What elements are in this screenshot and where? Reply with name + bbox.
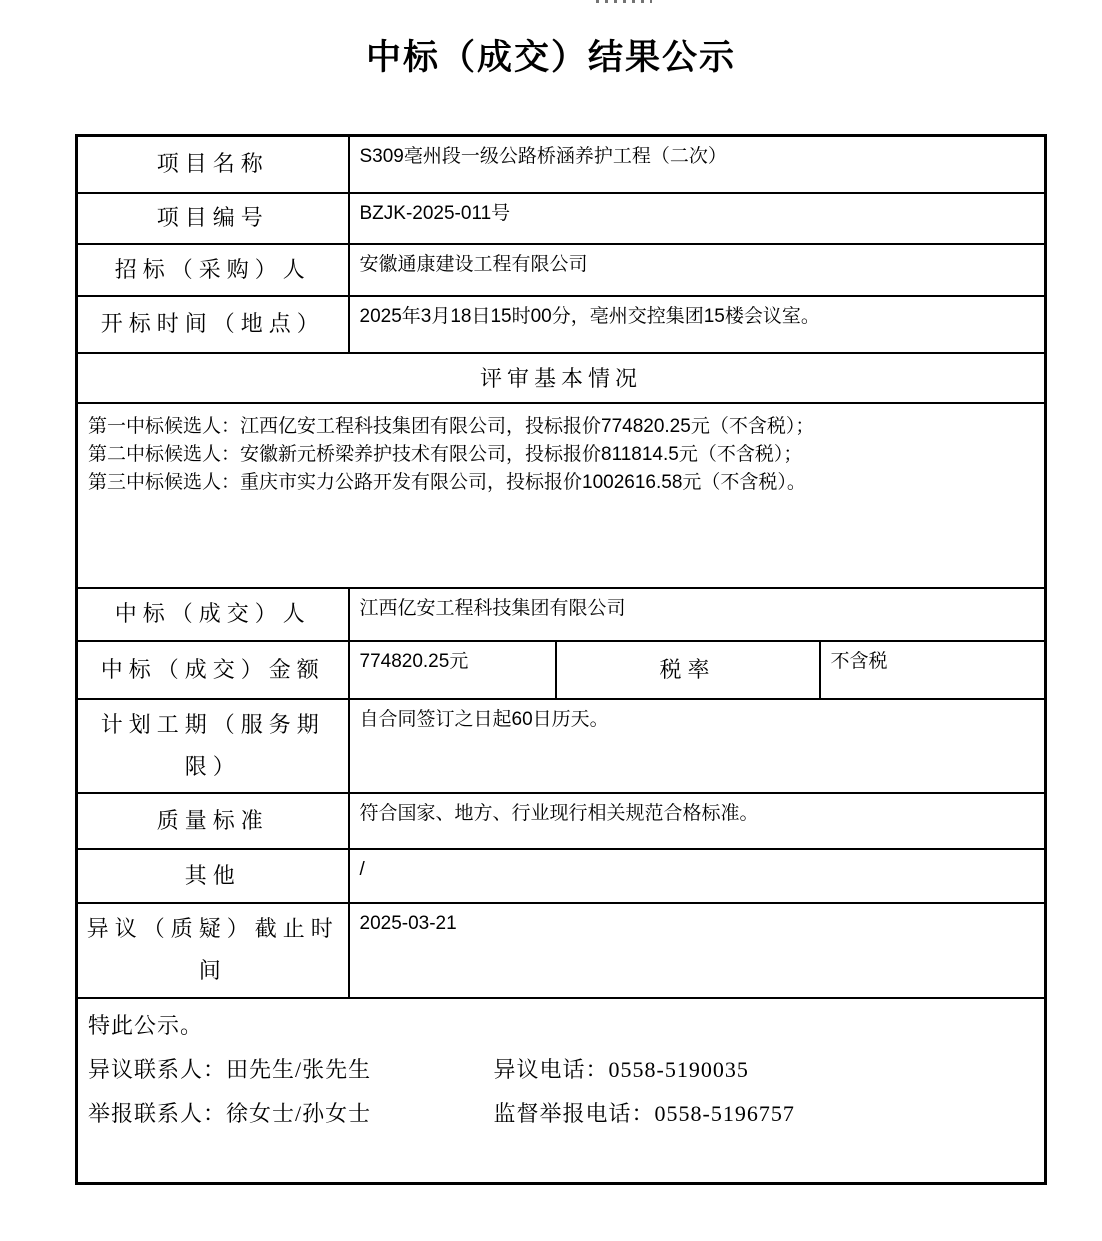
winner-value: 江西亿安工程科技集团有限公司 <box>349 588 1046 641</box>
candidates-cell <box>77 403 1046 588</box>
report-contact: 举报联系人：徐女士/孙女士 <box>88 1100 372 1126</box>
report-phone: 监督举报电话：0558-5196757 <box>493 1100 795 1126</box>
other-label: 其他 <box>77 849 349 903</box>
winner-label: 中标（成交）人 <box>77 588 349 641</box>
footer-contact-line-2 <box>88 1099 1034 1129</box>
duration-label: 计划工期（服务期限） <box>77 699 349 793</box>
table-row <box>77 244 1046 296</box>
tax-rate-label: 税率 <box>556 641 820 699</box>
table-row <box>77 849 1046 903</box>
candidate-line-1: 第一中标候选人：江西亿安工程科技集团有限公司，投标报价774820.25元（不含税）； <box>88 415 815 437</box>
bid-opening-label: 开标时间（地点） <box>77 296 349 353</box>
project-number-label: 项目编号 <box>77 193 349 244</box>
objection-deadline-value: 2025-03-21 <box>349 903 1046 998</box>
table-row <box>77 699 1046 793</box>
quality-standard-label: 质量标准 <box>77 793 349 849</box>
table-row <box>77 353 1046 403</box>
footer-cell <box>77 998 1046 1184</box>
objection-deadline-label: 异议（质疑）截止时间 <box>77 903 349 998</box>
other-value: / <box>349 849 1046 903</box>
table-row <box>77 136 1046 193</box>
project-number-value: BZJK-2025-011号 <box>349 193 1046 244</box>
objection-phone: 异议电话：0558-5190035 <box>493 1056 749 1082</box>
amount-value: 774820.25元 <box>349 641 556 699</box>
bid-opening-value: 2025年3月18日15时00分，亳州交控集团15楼会议室。 <box>349 296 1046 353</box>
project-name-value: S309亳州段一级公路桥涵养护工程（二次） <box>349 136 1046 193</box>
objection-contact: 异议联系人：田先生/张先生 <box>88 1056 372 1082</box>
footer-notice: 特此公示。 <box>88 1012 204 1038</box>
page-title: 中标（成交）结果公示 <box>365 38 736 77</box>
duration-value: 自合同签订之日起60日历天。 <box>349 699 1046 793</box>
table-row <box>77 793 1046 849</box>
review-section-header: 评审基本情况 <box>77 353 1046 403</box>
candidate-line-3: 第三中标候选人：重庆市实力公路开发有限公司，投标报价1002616.58元（不含税）。 <box>88 471 806 493</box>
footer-contact-line-1 <box>88 1055 1034 1085</box>
table-row <box>77 903 1046 998</box>
table-row <box>77 998 1046 1184</box>
table-row <box>77 296 1046 353</box>
amount-label: 中标（成交）金额 <box>77 641 349 699</box>
project-name-label: 项目名称 <box>77 136 349 193</box>
table-row <box>77 193 1046 244</box>
table-row <box>77 641 1046 699</box>
quality-standard-value: 符合国家、地方、行业现行相关规范合格标准。 <box>349 793 1046 849</box>
purchaser-value: 安徽通康建设工程有限公司 <box>349 244 1046 296</box>
table-row <box>77 588 1046 641</box>
clipped-text-fragment <box>596 0 652 3</box>
announcement-table <box>75 134 1047 1185</box>
tax-rate-value: 不含税 <box>820 641 1046 699</box>
purchaser-label: 招标（采购）人 <box>77 244 349 296</box>
table-row <box>77 403 1046 588</box>
candidate-line-2: 第二中标候选人：安徽新元桥梁养护技术有限公司，投标报价811814.5元（不含税）； <box>88 443 803 465</box>
